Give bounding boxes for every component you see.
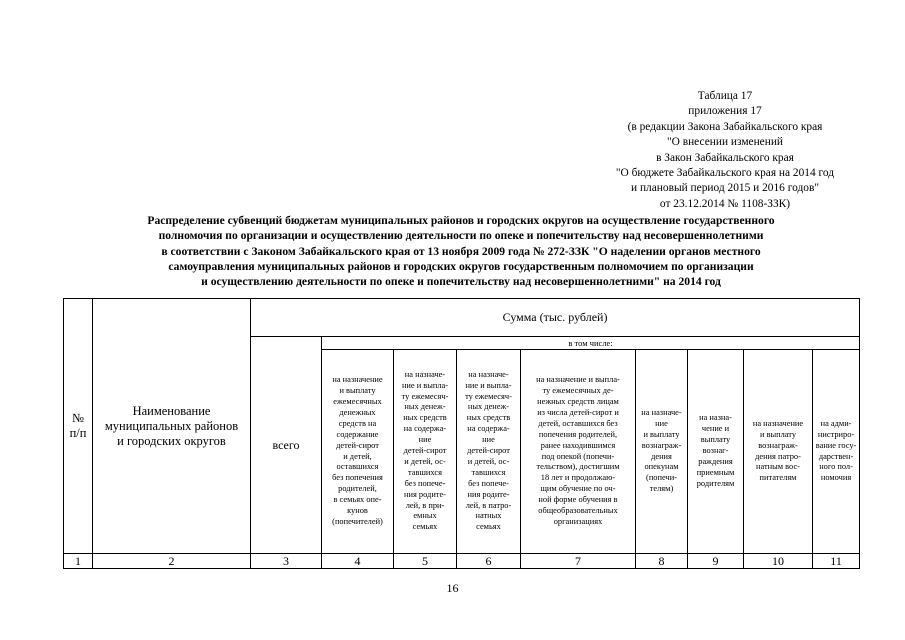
header-column-line: без попече- (468, 478, 509, 488)
header-column-line: денежных (339, 407, 376, 417)
header-column-line: под опекой (попечи- (541, 451, 615, 461)
header-column-10 (744, 350, 813, 554)
header-column-line: тавшихся (408, 467, 442, 477)
header-column-line: приемным (696, 467, 735, 477)
column-index-cell: 4 (322, 554, 394, 569)
header-column-line: опекунам (644, 462, 679, 472)
header-column-line: ного пол- (819, 462, 853, 472)
column-index-cell: 8 (636, 554, 688, 569)
header-column-line: и детей, ос- (467, 456, 510, 466)
header-column-line: (попечителей) (332, 516, 383, 526)
header-column-line: ние (655, 418, 668, 428)
header-column-line: и выплату (339, 386, 376, 396)
header-column-line: на назначе- (641, 407, 682, 417)
header-column-line: в семьях опе- (333, 495, 382, 505)
header-column-line: семьях (476, 522, 501, 532)
header-column-line: из числа детей-сирот и (537, 407, 619, 417)
header-column-line: ния родите- (467, 489, 510, 499)
header-name-line: муниципальных районов (104, 418, 239, 433)
header-column-line: на назна- (699, 413, 732, 423)
header-column-line: родителям (696, 478, 735, 488)
header-column-line: на адми- (820, 418, 852, 428)
header-column-line: без попече- (404, 478, 446, 488)
header-column-line: без попечения (332, 473, 383, 483)
header-column-line: питателям (759, 473, 797, 483)
header-column-line: выплату (700, 435, 731, 445)
reference-line: приложения 17 (688, 105, 762, 118)
header-column-line: детей-сирот (467, 446, 510, 456)
page-number: 16 (446, 581, 459, 595)
header-column-line: на назначение и выпла- (536, 375, 620, 385)
header-column-line: лей, в патро- (465, 500, 512, 510)
header-including: в том числе: (322, 337, 860, 350)
header-column-line: детей, оставшихся без (538, 418, 618, 428)
header-column-4 (322, 350, 394, 554)
column-index-cell: 11 (813, 554, 860, 569)
reference-line: от 23.12.2014 № 1108-ЗЗК) (659, 197, 791, 210)
header-column-line: на содержа- (403, 424, 447, 434)
column-index-cell: 10 (744, 554, 813, 569)
header-column-line: раждения (698, 456, 733, 466)
header-column-line: дения (651, 451, 672, 461)
header-column-line: вознаг- (702, 446, 729, 456)
header-column-line: и выплату (643, 429, 680, 439)
header-column-line: и выплату (759, 429, 797, 439)
column-index-cell: 5 (394, 554, 457, 569)
title-line: и осуществлению деятельности по опеке и попечительству над несовершеннолетними" на 2014 год (201, 275, 721, 289)
header-name-line: и городских округов (117, 433, 226, 448)
header-column-line: ных средств (466, 413, 511, 423)
header-column-line: ных денеж- (404, 402, 446, 412)
header-column-line: натных (475, 511, 502, 521)
header-column-line: на назначе- (468, 369, 509, 379)
header-column-line: 18 лет и продолжаю- (540, 473, 616, 483)
header-column-line: дарствен- (818, 451, 854, 461)
column-index-cell: 6 (457, 554, 521, 569)
header-column-line: (попечи- (646, 473, 677, 483)
header-column-line: лей, в при- (405, 500, 445, 510)
header-column-line: ту ежемесяч- (465, 391, 512, 401)
header-column-line: нистриро- (817, 429, 855, 439)
header-municipality-name (93, 299, 251, 554)
header-column-line: попечения родителей, (538, 429, 618, 439)
header-column-7 (521, 350, 636, 554)
column-index-cell: 9 (688, 554, 744, 569)
header-column-line: ной форме обучения в (538, 495, 618, 505)
header-sum: Сумма (тыс. рублей) (251, 299, 860, 337)
subvention-table (63, 298, 860, 569)
header-column-line: семьях (412, 522, 438, 532)
column-index-cell: 3 (251, 554, 322, 569)
column-index-cell: 1 (64, 554, 93, 569)
header-column-8 (636, 350, 688, 554)
header-column-line: организациях (553, 516, 603, 526)
header-column-line: вание госу- (815, 440, 857, 450)
header-column-line: и детей, ос- (404, 456, 446, 466)
header-column-line: ту ежемесячных де- (542, 386, 614, 396)
header-column-line: номочия (820, 473, 852, 483)
title-line: Распределение субвенций бюджетам муниципальных районов и городских округов на осуществление государственного (147, 214, 775, 227)
header-column-line: ных средств (403, 413, 447, 423)
header-column-line: вознаграж- (641, 440, 682, 450)
reference-line: и плановый период 2015 и 2016 годов" (631, 182, 819, 195)
header-number-line: п/п (69, 426, 87, 440)
header-column-line: ния родите- (404, 489, 446, 499)
header-column-line: дения патро- (755, 451, 801, 461)
header-number-line: № (72, 411, 84, 425)
header-column-line: щим обучение по оч- (540, 484, 616, 494)
header-column-line: кунов (347, 506, 368, 516)
title-line: самоуправления муниципальных районов и городских округов государственным полномочием по организации (168, 259, 754, 273)
header-column-line: на назначе- (404, 369, 446, 379)
header-column-line: детей-сирот (336, 440, 379, 450)
header-column-line: ных денеж- (467, 402, 510, 412)
header-column-line: нежных средств лицам (537, 396, 619, 406)
header-column-line: на содержа- (467, 424, 510, 434)
header-column-line: на назначение (332, 375, 383, 385)
reference-line: Таблица 17 (697, 90, 753, 102)
header-column-line: ту ежемесяч- (401, 391, 449, 401)
header-column-6 (457, 350, 521, 554)
header-column-line: общеобразовательных (538, 506, 618, 516)
reference-line: "О внесении изменений (666, 136, 784, 149)
document-title (40, 213, 882, 289)
header-column-line: телям) (649, 484, 674, 494)
header-column-line: тавшихся (471, 467, 506, 477)
reference-line: в Закон Забайкальского края (656, 151, 794, 164)
column-index-cell: 7 (521, 554, 636, 569)
header-column-line: вознаграж- (758, 440, 798, 450)
reference-line: (в редакции Закона Забайкальского края (627, 120, 823, 133)
header-column-line: ние (418, 435, 432, 445)
header-column-line: емных (413, 511, 437, 521)
header-column-line: ние и выпла- (401, 380, 449, 390)
header-name-line: Наименование (132, 403, 211, 418)
column-index-cell: 2 (93, 554, 251, 569)
header-column-line: ние и выпла- (465, 380, 512, 390)
header-column-line: ранее находившимся (540, 440, 616, 450)
header-column-line: и детей, (343, 451, 372, 461)
header-column-line: тельством), достигшим (536, 462, 620, 472)
header-total: всего (251, 337, 322, 554)
header-column-line: ние (482, 435, 495, 445)
title-line: полномочия по организации и осуществлению деятельности по опеке и попечительству над несовершеннолетними (158, 229, 764, 243)
header-column-9 (688, 350, 744, 554)
header-column-line: на назначение (752, 418, 804, 428)
header-column-11 (813, 350, 860, 554)
title-line: в соответствии с Законом Забайкальского края от 13 ноября 2009 года № 272-ЗЗК "О наделении органов местного (161, 244, 761, 258)
header-column-line: чение и (701, 424, 730, 434)
header-column-line: средств на (338, 418, 377, 428)
table-reference-block (560, 89, 890, 212)
header-column-line: натным вос- (756, 462, 800, 472)
header-column-line: содержание (336, 429, 379, 439)
header-number (64, 299, 93, 554)
header-column-line: детей-сирот (403, 446, 447, 456)
reference-line: "О бюджете Забайкальского края на 2014 год (615, 167, 835, 180)
header-column-5 (394, 350, 457, 554)
header-column-line: ежемесячных (333, 396, 382, 406)
header-column-line: родителей, (338, 484, 377, 494)
header-column-line: оставшихся (336, 462, 379, 472)
